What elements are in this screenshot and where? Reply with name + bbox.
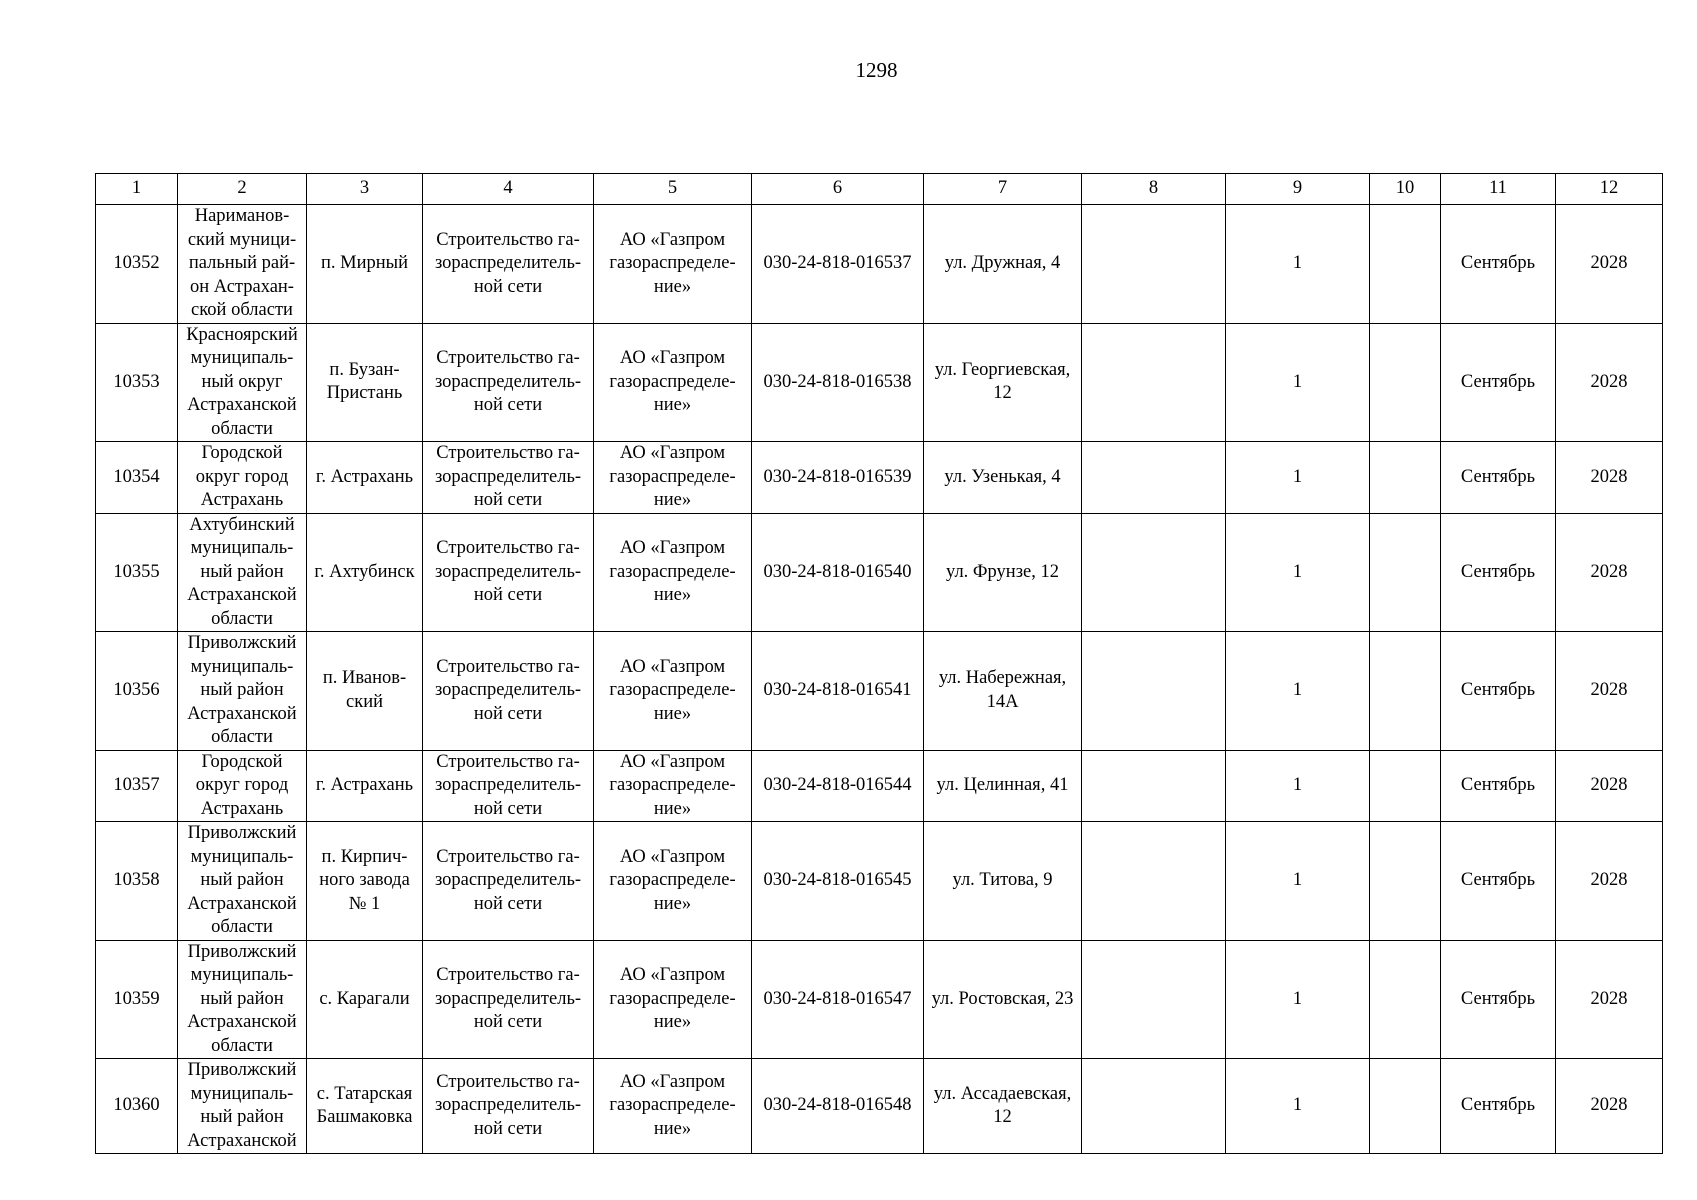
cell-col-10 — [1370, 205, 1441, 324]
cell-municipality: Ахтубинский муниципаль- ный район Астраханской области — [178, 513, 307, 632]
cell-month: Сентябрь — [1441, 513, 1556, 632]
cell-code: 030-24-818-016541 — [752, 632, 924, 751]
cell-col-9: 1 — [1226, 442, 1370, 514]
table-header — [96, 174, 1663, 205]
cell-col-9: 1 — [1226, 513, 1370, 632]
cell-number: 10358 — [96, 822, 178, 941]
cell-month: Сентябрь — [1441, 822, 1556, 941]
cell-col-10 — [1370, 822, 1441, 941]
cell-organization: АО «Газпром газораспределе- ние» — [594, 940, 752, 1059]
table-row — [96, 323, 1663, 442]
cell-col-8 — [1082, 442, 1226, 514]
table-row — [96, 1059, 1663, 1154]
cell-number: 10353 — [96, 323, 178, 442]
column-header-7: 7 — [924, 174, 1082, 205]
column-header-12: 12 — [1556, 174, 1663, 205]
table-row — [96, 513, 1663, 632]
cell-col-8 — [1082, 1059, 1226, 1154]
cell-number: 10359 — [96, 940, 178, 1059]
cell-settlement: г. Астрахань — [307, 442, 423, 514]
table-body — [96, 205, 1663, 1154]
cell-organization: АО «Газпром газораспределе- ние» — [594, 822, 752, 941]
cell-settlement: г. Астрахань — [307, 750, 423, 822]
cell-organization: АО «Газпром газораспределе- ние» — [594, 750, 752, 822]
cell-col-10 — [1370, 632, 1441, 751]
cell-address: ул. Титова, 9 — [924, 822, 1082, 941]
cell-number: 10357 — [96, 750, 178, 822]
cell-municipality: Городской округ город Астрахань — [178, 750, 307, 822]
table-row — [96, 632, 1663, 751]
column-header-10: 10 — [1370, 174, 1441, 205]
cell-work-type: Строительство га- зораспределитель- ной сети — [423, 632, 594, 751]
cell-col-10 — [1370, 513, 1441, 632]
cell-col-9: 1 — [1226, 323, 1370, 442]
cell-year: 2028 — [1556, 940, 1663, 1059]
cell-work-type: Строительство га- зораспределитель- ной сети — [423, 323, 594, 442]
cell-address: ул. Георгиевская, 12 — [924, 323, 1082, 442]
cell-year: 2028 — [1556, 1059, 1663, 1154]
cell-address: ул. Набережная, 14А — [924, 632, 1082, 751]
table-row — [96, 442, 1663, 514]
cell-col-10 — [1370, 442, 1441, 514]
cell-year: 2028 — [1556, 632, 1663, 751]
cell-month: Сентябрь — [1441, 632, 1556, 751]
cell-municipality: Приволжский муниципаль- ный район Астраханской области — [178, 822, 307, 941]
cell-year: 2028 — [1556, 750, 1663, 822]
cell-col-8 — [1082, 513, 1226, 632]
cell-settlement: п. Кирпич- ного завода № 1 — [307, 822, 423, 941]
cell-year: 2028 — [1556, 822, 1663, 941]
cell-work-type: Строительство га- зораспределитель- ной сети — [423, 822, 594, 941]
cell-number: 10360 — [96, 1059, 178, 1154]
table-row — [96, 205, 1663, 324]
cell-work-type: Строительство га- зораспределитель- ной сети — [423, 513, 594, 632]
cell-code: 030-24-818-016539 — [752, 442, 924, 514]
table-row — [96, 822, 1663, 941]
cell-col-9: 1 — [1226, 205, 1370, 324]
cell-organization: АО «Газпром газораспределе- ние» — [594, 205, 752, 324]
cell-municipality: Нариманов- ский муници- пальный рай- он Астрахан- ской области — [178, 205, 307, 324]
cell-address: ул. Фрунзе, 12 — [924, 513, 1082, 632]
cell-month: Сентябрь — [1441, 323, 1556, 442]
column-header-1: 1 — [96, 174, 178, 205]
cell-col-8 — [1082, 822, 1226, 941]
cell-col-8 — [1082, 205, 1226, 324]
cell-month: Сентябрь — [1441, 205, 1556, 324]
page-number: 1298 — [855, 58, 898, 82]
cell-year: 2028 — [1556, 323, 1663, 442]
cell-organization: АО «Газпром газораспределе- ние» — [594, 632, 752, 751]
cell-settlement: п. Бузан- Пристань — [307, 323, 423, 442]
cell-col-9: 1 — [1226, 940, 1370, 1059]
cell-address: ул. Узенькая, 4 — [924, 442, 1082, 514]
cell-code: 030-24-818-016537 — [752, 205, 924, 324]
column-header-5: 5 — [594, 174, 752, 205]
cell-work-type: Строительство га- зораспределитель- ной сети — [423, 940, 594, 1059]
column-header-4: 4 — [423, 174, 594, 205]
cell-work-type: Строительство га- зораспределитель- ной сети — [423, 442, 594, 514]
cell-settlement: с. Татарская Башмаковка — [307, 1059, 423, 1154]
table-row — [96, 750, 1663, 822]
cell-address: ул. Целинная, 41 — [924, 750, 1082, 822]
cell-municipality: Приволжский муниципаль- ный район Астраханской области — [178, 632, 307, 751]
cell-col-10 — [1370, 940, 1441, 1059]
cell-code: 030-24-818-016544 — [752, 750, 924, 822]
cell-organization: АО «Газпром газораспределе- ние» — [594, 513, 752, 632]
cell-col-9: 1 — [1226, 822, 1370, 941]
cell-address: ул. Дружная, 4 — [924, 205, 1082, 324]
cell-code: 030-24-818-016547 — [752, 940, 924, 1059]
cell-code: 030-24-818-016538 — [752, 323, 924, 442]
cell-settlement: г. Ахтубинск — [307, 513, 423, 632]
cell-organization: АО «Газпром газораспределе- ние» — [594, 442, 752, 514]
cell-col-8 — [1082, 632, 1226, 751]
cell-col-10 — [1370, 1059, 1441, 1154]
cell-col-8 — [1082, 750, 1226, 822]
cell-code: 030-24-818-016548 — [752, 1059, 924, 1154]
cell-col-8 — [1082, 323, 1226, 442]
column-header-8: 8 — [1082, 174, 1226, 205]
column-header-9: 9 — [1226, 174, 1370, 205]
cell-municipality: Городской округ город Астрахань — [178, 442, 307, 514]
column-number-row — [96, 174, 1663, 205]
cell-organization: АО «Газпром газораспределе- ние» — [594, 1059, 752, 1154]
cell-col-10 — [1370, 323, 1441, 442]
cell-col-10 — [1370, 750, 1441, 822]
cell-address: ул. Ростовская, 23 — [924, 940, 1082, 1059]
cell-year: 2028 — [1556, 513, 1663, 632]
cell-settlement: п. Мирный — [307, 205, 423, 324]
cell-month: Сентябрь — [1441, 940, 1556, 1059]
cell-address: ул. Ассадаевская, 12 — [924, 1059, 1082, 1154]
cell-municipality: Приволжский муниципаль- ный район Астраханской — [178, 1059, 307, 1154]
registry-table — [95, 173, 1663, 1154]
cell-work-type: Строительство га- зораспределитель- ной сети — [423, 1059, 594, 1154]
cell-work-type: Строительство га- зораспределитель- ной сети — [423, 750, 594, 822]
cell-number: 10354 — [96, 442, 178, 514]
cell-number: 10352 — [96, 205, 178, 324]
cell-code: 030-24-818-016540 — [752, 513, 924, 632]
table-row — [96, 940, 1663, 1059]
cell-month: Сентябрь — [1441, 1059, 1556, 1154]
cell-year: 2028 — [1556, 442, 1663, 514]
cell-municipality: Приволжский муниципаль- ный район Астраханской области — [178, 940, 307, 1059]
cell-col-9: 1 — [1226, 632, 1370, 751]
cell-municipality: Красноярский муниципаль- ный округ Астраханской области — [178, 323, 307, 442]
cell-code: 030-24-818-016545 — [752, 822, 924, 941]
cell-settlement: с. Карагали — [307, 940, 423, 1059]
cell-year: 2028 — [1556, 205, 1663, 324]
cell-number: 10355 — [96, 513, 178, 632]
cell-number: 10356 — [96, 632, 178, 751]
cell-settlement: п. Иванов- ский — [307, 632, 423, 751]
cell-month: Сентябрь — [1441, 750, 1556, 822]
cell-col-8 — [1082, 940, 1226, 1059]
cell-month: Сентябрь — [1441, 442, 1556, 514]
cell-organization: АО «Газпром газораспределе- ние» — [594, 323, 752, 442]
column-header-2: 2 — [178, 174, 307, 205]
cell-col-9: 1 — [1226, 750, 1370, 822]
column-header-6: 6 — [752, 174, 924, 205]
column-header-3: 3 — [307, 174, 423, 205]
cell-col-9: 1 — [1226, 1059, 1370, 1154]
cell-work-type: Строительство га- зораспределитель- ной сети — [423, 205, 594, 324]
column-header-11: 11 — [1441, 174, 1556, 205]
